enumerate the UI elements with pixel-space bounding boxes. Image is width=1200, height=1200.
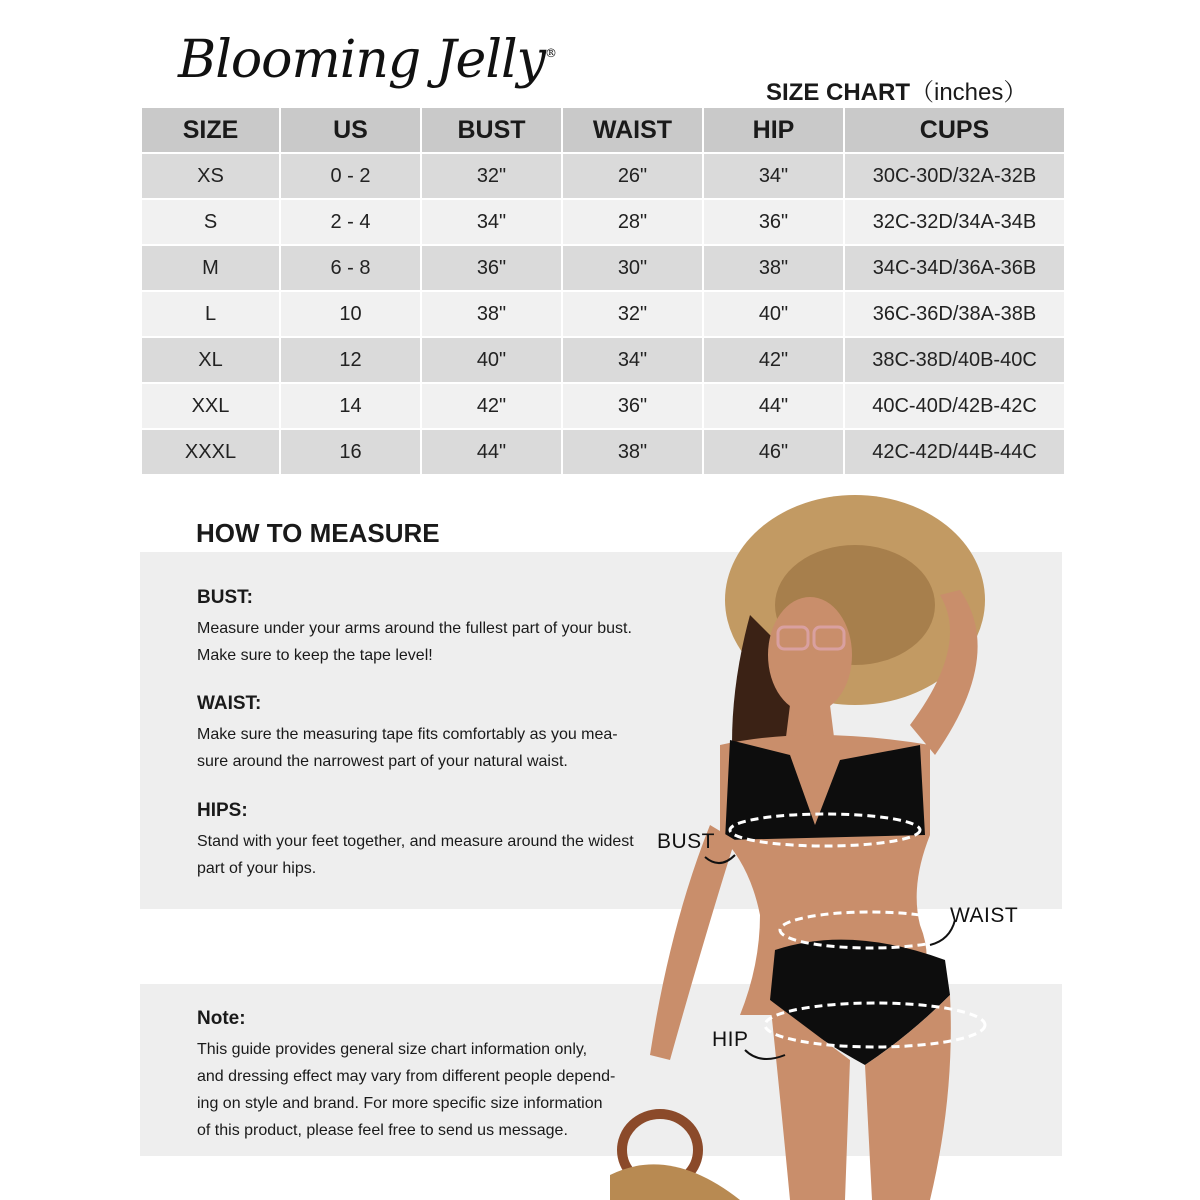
cell-cups: 32C-32D/34A-34B [845, 200, 1064, 244]
cell-size: XXL [142, 384, 279, 428]
lower-arm [650, 825, 735, 1060]
table-row [142, 246, 1064, 290]
bust-heading: BUST: [197, 587, 253, 608]
cell-size: XS [142, 154, 279, 198]
registered-mark: ® [544, 46, 556, 60]
size-chart-title [766, 72, 1027, 107]
cell-waist: 34" [563, 338, 702, 382]
cell-bust: 44" [422, 430, 561, 474]
hips-heading: HIPS: [197, 800, 248, 821]
table-row [142, 430, 1064, 474]
column-header-us: US [281, 108, 420, 152]
cell-waist: 28" [563, 200, 702, 244]
waist-text: Make sure the measuring tape fits comfortably as you mea- sure around the narrowest part of your natural waist. [197, 726, 618, 770]
hip-label: HIP [712, 1028, 749, 1051]
cell-hip: 46" [704, 430, 843, 474]
hips-instructions [197, 800, 667, 882]
waist-label: WAIST [950, 904, 1019, 927]
cell-us: 6 - 8 [281, 246, 420, 290]
cell-bust: 36" [422, 246, 561, 290]
cell-waist: 32" [563, 292, 702, 336]
cell-hip: 36" [704, 200, 843, 244]
cell-waist: 26" [563, 154, 702, 198]
table-row [142, 292, 1064, 336]
brand-name: Blooming Jelly [178, 30, 545, 90]
how-to-measure-title: HOW TO MEASURE [196, 518, 440, 548]
cell-size: XXXL [142, 430, 279, 474]
cell-hip: 34" [704, 154, 843, 198]
cell-us: 0 - 2 [281, 154, 420, 198]
cell-us: 2 - 4 [281, 200, 420, 244]
cell-waist: 30" [563, 246, 702, 290]
table-header-row [142, 108, 1064, 152]
cell-hip: 44" [704, 384, 843, 428]
cell-waist: 36" [563, 384, 702, 428]
cell-hip: 38" [704, 246, 843, 290]
size-chart-unit: （inches） [910, 79, 1028, 106]
face [768, 597, 852, 713]
bust-label: BUST [657, 830, 716, 853]
cell-cups: 42C-42D/44B-44C [845, 430, 1064, 474]
cell-hip: 42" [704, 338, 843, 382]
cell-bust: 32" [422, 154, 561, 198]
cell-size: S [142, 200, 279, 244]
cell-cups: 30C-30D/32A-32B [845, 154, 1064, 198]
cell-us: 12 [281, 338, 420, 382]
cell-cups: 36C-36D/38A-38B [845, 292, 1064, 336]
column-header-cups: CUPS [845, 108, 1064, 152]
table-row [142, 200, 1064, 244]
hips-text: Stand with your feet together, and measure around the widest part of your hips. [197, 833, 634, 877]
column-header-waist: WAIST [563, 108, 702, 152]
waist-heading: WAIST: [197, 693, 262, 714]
bust-text: Measure under your arms around the fullest part of your bust. Make sure to keep the tape level! [197, 620, 632, 664]
cell-cups: 38C-38D/40B-40C [845, 338, 1064, 382]
column-header-hip: HIP [704, 108, 843, 152]
cell-us: 16 [281, 430, 420, 474]
column-header-size: SIZE [142, 108, 279, 152]
size-chart-heading: SIZE CHART [766, 79, 910, 106]
brand-logo [178, 30, 556, 90]
table-row [142, 154, 1064, 198]
cell-cups: 40C-40D/42B-42C [845, 384, 1064, 428]
table-row [142, 384, 1064, 428]
cell-size: XL [142, 338, 279, 382]
note-text: This guide provides general size chart information only, and dressing effect may vary from different people depend- ing on style and brand. For more specific size information of this product, please feel free to send us message. [197, 1041, 616, 1139]
note-heading: Note: [197, 1008, 246, 1029]
cell-size: L [142, 292, 279, 336]
cell-cups: 34C-34D/36A-36B [845, 246, 1064, 290]
cell-bust: 38" [422, 292, 561, 336]
cell-bust: 40" [422, 338, 561, 382]
straw-bag [610, 1164, 740, 1200]
cell-us: 14 [281, 384, 420, 428]
column-header-bust: BUST [422, 108, 561, 152]
cell-us: 10 [281, 292, 420, 336]
cell-bust: 34" [422, 200, 561, 244]
note-block [197, 1008, 667, 1144]
cell-bust: 42" [422, 384, 561, 428]
cell-size: M [142, 246, 279, 290]
cell-waist: 38" [563, 430, 702, 474]
size-table [140, 106, 1066, 476]
bust-instructions [197, 587, 667, 669]
table-row [142, 338, 1064, 382]
waist-instructions [197, 693, 667, 775]
cell-hip: 40" [704, 292, 843, 336]
